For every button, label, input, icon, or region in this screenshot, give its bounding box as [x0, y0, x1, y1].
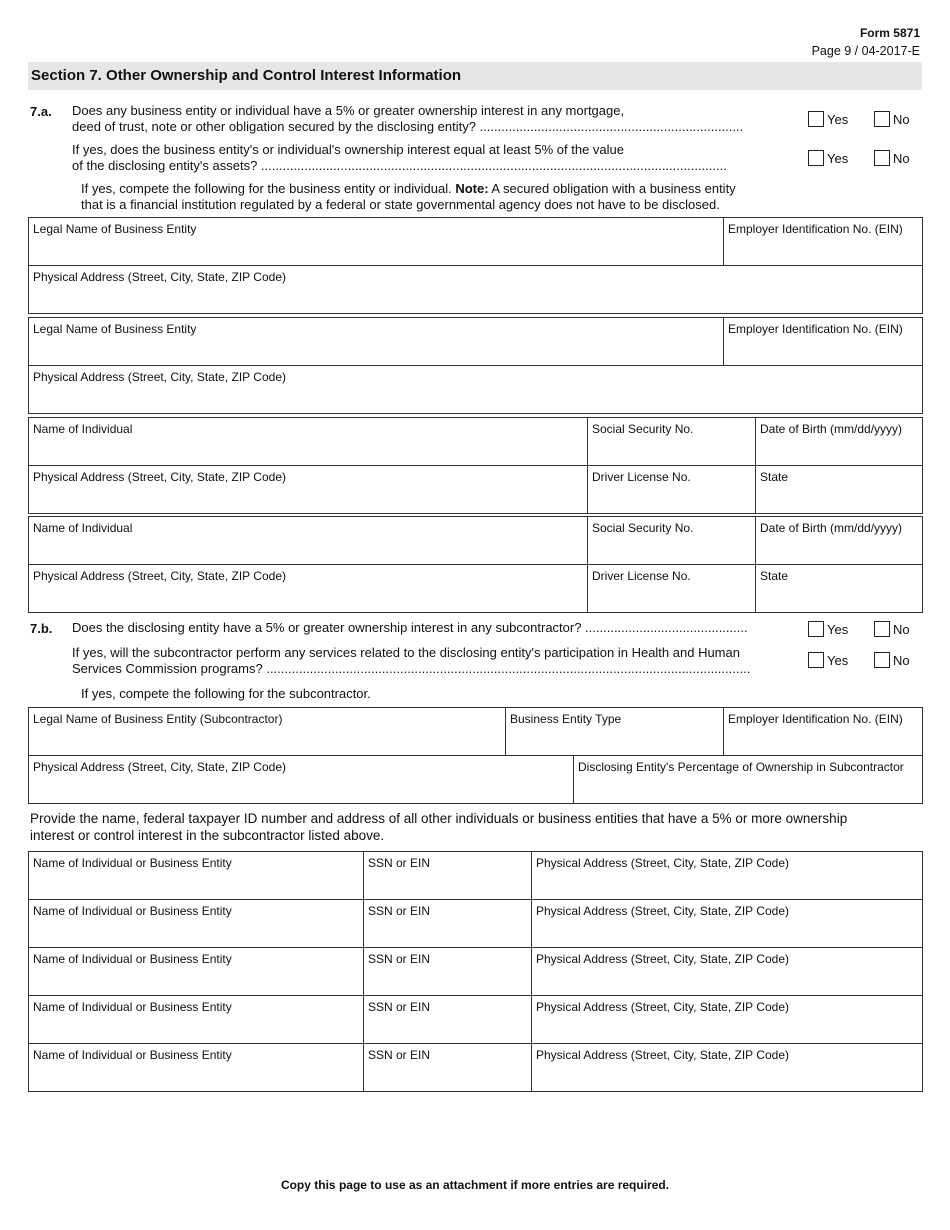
legal-name-field[interactable] [29, 218, 724, 266]
question-7a-line2: deed of trust, note or other obligation secured by the disclosing entity? ......................................................................... [72, 119, 744, 134]
pct-ownership-field[interactable] [574, 756, 923, 804]
q7b-sub-no-option[interactable] [874, 652, 910, 668]
q7a-sub-no-option[interactable] [874, 150, 910, 166]
q7a-sub-yes-label: Yes [827, 150, 849, 166]
legal-name-field[interactable] [29, 318, 724, 366]
physical-address-label: Physical Address (Street, City, State, ZIP Code) [536, 1000, 789, 1014]
q7a-instructions [81, 181, 921, 213]
state-label: State [760, 470, 789, 484]
q7a-no-checkbox[interactable] [874, 111, 890, 127]
question-7b-line1: Does the disclosing entity have a 5% or greater ownership interest in any subcontractor? ............................................. [72, 620, 748, 635]
q7a-note-intro: If yes, compete the following for the business entity or individual. [81, 181, 456, 196]
ssn-label: Social Security No. [592, 422, 694, 436]
ssn-or-ein-field[interactable] [364, 852, 532, 900]
subcontractor-table-top [28, 707, 923, 756]
driver-license-label: Driver License No. [592, 569, 691, 583]
physical-address-field[interactable] [29, 266, 923, 314]
owner-name-field[interactable] [29, 948, 364, 996]
physical-address-field[interactable] [532, 1044, 923, 1092]
physical-address-field[interactable] [29, 366, 923, 414]
physical-address-field[interactable] [532, 900, 923, 948]
owner-name-field[interactable] [29, 1044, 364, 1092]
question-7a-number: 7.a. [30, 104, 52, 119]
dob-field[interactable] [756, 418, 923, 466]
q7b-no-option[interactable] [874, 621, 910, 637]
question-7b-sub [72, 645, 800, 677]
q7a-sub-yes-checkbox[interactable] [808, 150, 824, 166]
q7a-note-line2: that is a financial institution regulated by a federal or state governmental agency does not have to be disclosed. [81, 197, 720, 212]
question-7a-line1: Does any business entity or individual have a 5% or greater ownership interest in any mortgage, [72, 103, 625, 118]
q7a-yes-checkbox[interactable] [808, 111, 824, 127]
q7b-sub-yes-option[interactable] [808, 652, 848, 668]
q7b-sub-no-checkbox[interactable] [874, 652, 890, 668]
page-info: Page 9 / 04-2017-E [811, 44, 920, 58]
q7b-sub-yes-label: Yes [827, 652, 849, 668]
provide-line2: interest or control interest in the subcontractor listed above. [30, 828, 385, 843]
individual-table-2 [28, 516, 923, 613]
ssn-or-ein-label: SSN or EIN [368, 952, 431, 966]
physical-address-label: Physical Address (Street, City, State, ZIP Code) [33, 760, 286, 774]
subcontractor-table-bottom [28, 755, 923, 804]
physical-address-field[interactable] [532, 852, 923, 900]
owner-name-label: Name of Individual or Business Entity [33, 1048, 232, 1062]
physical-address-label: Physical Address (Street, City, State, ZIP Code) [536, 904, 789, 918]
physical-address-label: Physical Address (Street, City, State, ZIP Code) [536, 1048, 789, 1062]
ssn-or-ein-label: SSN or EIN [368, 904, 431, 918]
business-entity-table-2 [28, 317, 923, 414]
state-label: State [760, 569, 789, 583]
legal-name-label: Legal Name of Business Entity [33, 322, 197, 336]
q7a-note-text: A secured obligation with a business entity [488, 181, 736, 196]
q7b-yes-label: Yes [827, 621, 849, 637]
ssn-or-ein-field[interactable] [364, 996, 532, 1044]
question-7a-sub [72, 142, 800, 174]
q7b-sub-yes-checkbox[interactable] [808, 652, 824, 668]
table-row [29, 1044, 923, 1092]
question-7b-sub-line1: If yes, will the subcontractor perform any services related to the disclosing entity's participation in Health and Human [72, 645, 740, 660]
question-7a-text [72, 103, 800, 135]
question-7b-number: 7.b. [30, 621, 53, 636]
state-field[interactable] [756, 565, 923, 613]
name-individual-label: Name of Individual [33, 422, 133, 436]
name-individual-field[interactable] [29, 418, 588, 466]
provide-line1: Provide the name, federal taxpayer ID number and address of all other individuals or business entities that have a 5% or more ownership [30, 811, 848, 826]
q7b-yes-checkbox[interactable] [808, 621, 824, 637]
question-7a-sub-line2: of the disclosing entity's assets? ................................................................................................................................. [72, 158, 727, 173]
ssn-or-ein-label: SSN or EIN [368, 1000, 431, 1014]
question-7a-sub-line1: If yes, does the business entity's or individual's ownership interest equal at least 5% of the value [72, 142, 624, 157]
legal-name-label: Legal Name of Business Entity [33, 222, 197, 236]
section-header [28, 62, 922, 90]
ssn-or-ein-label: SSN or EIN [368, 856, 431, 870]
q7b-instructions: If yes, compete the following for the subcontractor. [81, 686, 371, 701]
owner-name-label: Name of Individual or Business Entity [33, 904, 232, 918]
physical-address-label: Physical Address (Street, City, State, ZIP Code) [33, 270, 286, 284]
sub-legal-name-field[interactable] [29, 708, 506, 756]
driver-license-field[interactable] [588, 466, 756, 514]
physical-address-field[interactable] [532, 996, 923, 1044]
physical-address-label: Physical Address (Street, City, State, ZIP Code) [33, 370, 286, 384]
form-number: Form 5871 [859, 26, 920, 40]
q7b-no-label: No [893, 621, 910, 637]
physical-address-label: Physical Address (Street, City, State, ZIP Code) [536, 856, 789, 870]
physical-address-label: Physical Address (Street, City, State, ZIP Code) [33, 470, 286, 484]
owner-name-field[interactable] [29, 852, 364, 900]
question-7b-sub-line2: Services Commission programs? ...................................................................................................................................... [72, 661, 751, 676]
table-row [29, 948, 923, 996]
individual-table-1 [28, 417, 923, 514]
physical-address-label: Physical Address (Street, City, State, ZIP Code) [33, 569, 286, 583]
ein-field[interactable] [724, 708, 923, 756]
table-row [29, 996, 923, 1044]
q7a-yes-label: Yes [827, 111, 849, 127]
section-title: Section 7. Other Ownership and Control Interest Information [31, 67, 462, 84]
q7a-sub-no-checkbox[interactable] [874, 150, 890, 166]
ssn-or-ein-field[interactable] [364, 900, 532, 948]
q7b-no-checkbox[interactable] [874, 621, 890, 637]
name-individual-label: Name of Individual [33, 521, 133, 535]
q7a-no-option[interactable] [874, 111, 910, 127]
business-entity-table-1 [28, 217, 923, 314]
ein-label: Employer Identification No. (EIN) [728, 322, 903, 336]
footer-note: Copy this page to use as an attachment if more entries are required. [280, 1178, 670, 1192]
owner-name-label: Name of Individual or Business Entity [33, 952, 232, 966]
physical-address-label: Physical Address (Street, City, State, ZIP Code) [536, 952, 789, 966]
ein-label: Employer Identification No. (EIN) [728, 222, 903, 236]
q7b-yes-option[interactable] [808, 621, 848, 637]
table-row [29, 852, 923, 900]
driver-license-label: Driver License No. [592, 470, 691, 484]
provide-instructions [30, 810, 922, 844]
physical-address-field[interactable] [532, 948, 923, 996]
ssn-field[interactable] [588, 418, 756, 466]
q7a-yes-option[interactable] [808, 111, 848, 127]
dob-label: Date of Birth (mm/dd/yyyy) [760, 521, 903, 535]
ssn-label: Social Security No. [592, 521, 694, 535]
physical-address-field[interactable] [29, 466, 588, 514]
dob-label: Date of Birth (mm/dd/yyyy) [760, 422, 903, 436]
ein-field[interactable] [724, 318, 923, 366]
state-field[interactable] [756, 466, 923, 514]
q7a-sub-no-label: No [893, 150, 910, 166]
ein-label: Employer Identification No. (EIN) [728, 712, 903, 726]
sub-legal-name-label: Legal Name of Business Entity (Subcontractor) [33, 712, 283, 726]
owner-name-field[interactable] [29, 996, 364, 1044]
name-individual-field[interactable] [29, 517, 588, 565]
q7b-sub-no-label: No [893, 652, 910, 668]
ssn-or-ein-field[interactable] [364, 1044, 532, 1092]
other-owners-table [28, 851, 923, 1092]
ein-field[interactable] [724, 218, 923, 266]
ssn-field[interactable] [588, 517, 756, 565]
owner-name-label: Name of Individual or Business Entity [33, 856, 232, 870]
q7a-no-label: No [893, 111, 910, 127]
physical-address-field[interactable] [29, 756, 574, 804]
entity-type-field[interactable] [506, 708, 724, 756]
table-row [29, 900, 923, 948]
ssn-or-ein-label: SSN or EIN [368, 1048, 431, 1062]
physical-address-field[interactable] [29, 565, 588, 613]
driver-license-field[interactable] [588, 565, 756, 613]
q7a-note-label: Note: [455, 181, 489, 196]
owner-name-label: Name of Individual or Business Entity [33, 1000, 232, 1014]
entity-type-label: Business Entity Type [510, 712, 622, 726]
q7a-sub-yes-option[interactable] [808, 150, 848, 166]
dob-field[interactable] [756, 517, 923, 565]
pct-ownership-label: Disclosing Entity's Percentage of Ownership in Subcontractor [578, 760, 904, 774]
owner-name-field[interactable] [29, 900, 364, 948]
ssn-or-ein-field[interactable] [364, 948, 532, 996]
